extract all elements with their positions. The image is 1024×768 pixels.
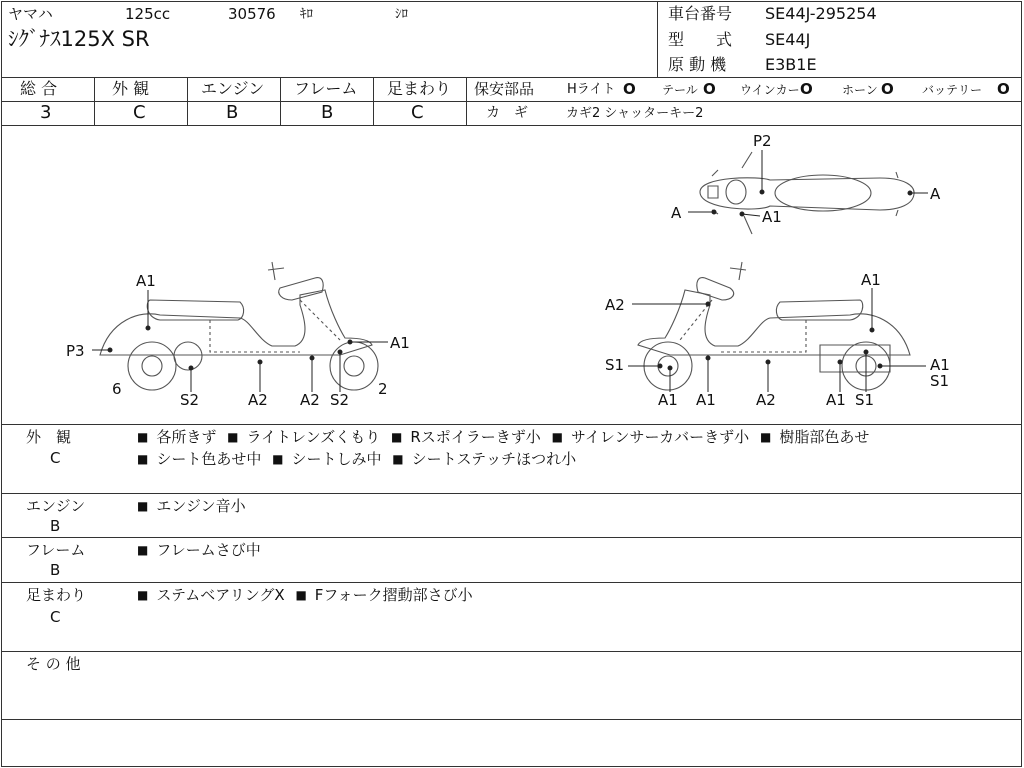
frame-no-label: 車台番号 [668, 4, 733, 23]
body-color: ｼﾛ [395, 7, 408, 22]
label-left-6: 6 [112, 380, 122, 398]
safety-mid-border [467, 101, 1022, 102]
mileage-unit: ｷﾛ [300, 7, 313, 22]
remark-grade-exterior: C [50, 449, 61, 467]
remark-item: ■ シートしみ中 [272, 450, 381, 468]
engine-value: E3B1E [765, 55, 817, 74]
remark-item: ■ シートステッチほつれ小 [392, 450, 576, 468]
displacement: 125cc [125, 5, 171, 23]
label-top-a1: A1 [762, 208, 782, 226]
safety-label: 保安部品 [474, 80, 535, 98]
label-right-a2-top: A2 [605, 296, 625, 314]
remark-exterior-line1 [137, 430, 869, 445]
safety-mark-horn: O [881, 80, 894, 98]
grade-value-frame: B [321, 102, 334, 123]
grade-col-divider [187, 77, 188, 125]
mileage: 30576 [228, 5, 276, 23]
grade-value-engine: B [226, 102, 239, 123]
grade-col-divider [466, 77, 467, 125]
grade-value-suspension: C [411, 102, 424, 123]
grade-value-exterior: C [133, 102, 146, 123]
grade-label-overall: 総 合 [20, 79, 58, 98]
remark-grade-suspension: C [50, 608, 61, 626]
remark-divider [1, 582, 1022, 583]
label-left-s2-b: S2 [330, 391, 350, 409]
header-divider [657, 1, 658, 77]
grade-col-divider [280, 77, 281, 125]
remark-item: ■ ライトレンズくもり [227, 428, 380, 446]
remark-engine-line1 [137, 499, 246, 514]
remark-item: ■ シート色あせ中 [137, 450, 261, 468]
remark-label-exterior: 外 観 [26, 428, 72, 446]
label-top-a-right: A [930, 185, 941, 203]
label-left-s2: S2 [180, 391, 200, 409]
grade-label-frame: フレーム [294, 79, 358, 98]
label-right-s1-left: S1 [605, 356, 625, 374]
type-label: 型 式 [668, 30, 733, 49]
remark-item: ■ Fフォーク摺動部さび小 [295, 586, 472, 604]
safety-item-battery: バッテリー [922, 83, 983, 97]
grade-value-overall: 3 [40, 102, 52, 123]
remark-grade-engine: B [50, 517, 61, 535]
label-top-a-left: A [671, 204, 682, 222]
safety-item-tail: テール [662, 83, 698, 97]
label-right-s1-end: S1 [930, 372, 950, 390]
remark-grade-frame: B [50, 561, 61, 579]
remark-item: ■ サイレンサーカバーきず小 [552, 428, 750, 446]
grade-label-engine: エンジン [201, 79, 265, 98]
grade-col-divider [94, 77, 95, 125]
header-bottom-border [1, 77, 1022, 78]
label-right-s1-c: S1 [855, 391, 875, 409]
label-right-a1-end: A1 [930, 356, 950, 374]
safety-mark-headlight: O [623, 80, 636, 98]
key-value: カギ2 シャッターキー2 [566, 106, 704, 121]
remark-item: ■ ステムベアリングX [137, 586, 285, 604]
label-right-a1-b: A1 [696, 391, 716, 409]
safety-mark-winker: O [800, 80, 813, 98]
model-name: ｼｸﾞﾅｽ125X SR [8, 27, 150, 51]
remark-item: ■ Rスポイラーきず小 [391, 428, 541, 446]
safety-mark-battery: O [997, 80, 1010, 98]
remark-item: ■ エンジン音小 [137, 497, 246, 515]
safety-mark-tail: O [703, 80, 716, 98]
grade-col-divider [373, 77, 374, 125]
remark-divider [1, 719, 1022, 720]
remark-item: ■ 樹脂部色あせ [760, 428, 869, 446]
engine-label: 原 動 機 [668, 55, 727, 74]
safety-item-winker: ウインカー [740, 83, 800, 97]
remark-label-suspension: 足まわり [26, 586, 87, 604]
label-left-a2: A2 [248, 391, 268, 409]
label-right-a2: A2 [756, 391, 776, 409]
label-left-a1-front: A1 [390, 334, 410, 352]
grade-label-exterior: 外 観 [112, 79, 150, 98]
label-right-a1-c: A1 [826, 391, 846, 409]
label-right-a1-a: A1 [658, 391, 678, 409]
frame-no: SE44J-295254 [765, 4, 877, 23]
damage-diagram [0, 126, 1024, 424]
label-top-p2: P2 [753, 132, 772, 150]
key-label: カ ギ [486, 105, 528, 121]
safety-item-headlight: Hライト [567, 82, 616, 97]
remark-divider [1, 537, 1022, 538]
remark-item: ■ フレームさび中 [137, 541, 261, 559]
label-left-a2-b: A2 [300, 391, 320, 409]
maker: ヤマハ [8, 5, 53, 23]
safety-item-horn: ホーン [842, 83, 878, 97]
diagram-bottom-border [1, 424, 1022, 425]
remark-exterior-line2 [137, 452, 576, 467]
remark-frame-line1 [137, 543, 261, 558]
remark-item: ■ 各所きず [137, 428, 216, 446]
remark-label-engine: エンジン [26, 497, 86, 515]
grade-label-suspension: 足まわり [387, 79, 452, 98]
label-right-a1-seat: A1 [861, 271, 881, 289]
remark-divider [1, 493, 1022, 494]
remark-suspension-line1 [137, 588, 473, 603]
label-left-p3: P3 [66, 342, 85, 360]
remark-divider [1, 651, 1022, 652]
label-left-2: 2 [378, 380, 388, 398]
top-view-scooter [700, 152, 914, 234]
type-value: SE44J [765, 30, 811, 49]
label-left-a1-seat: A1 [136, 272, 156, 290]
remark-label-frame: フレーム [26, 541, 86, 559]
remark-label-other: そ の 他 [26, 655, 81, 673]
